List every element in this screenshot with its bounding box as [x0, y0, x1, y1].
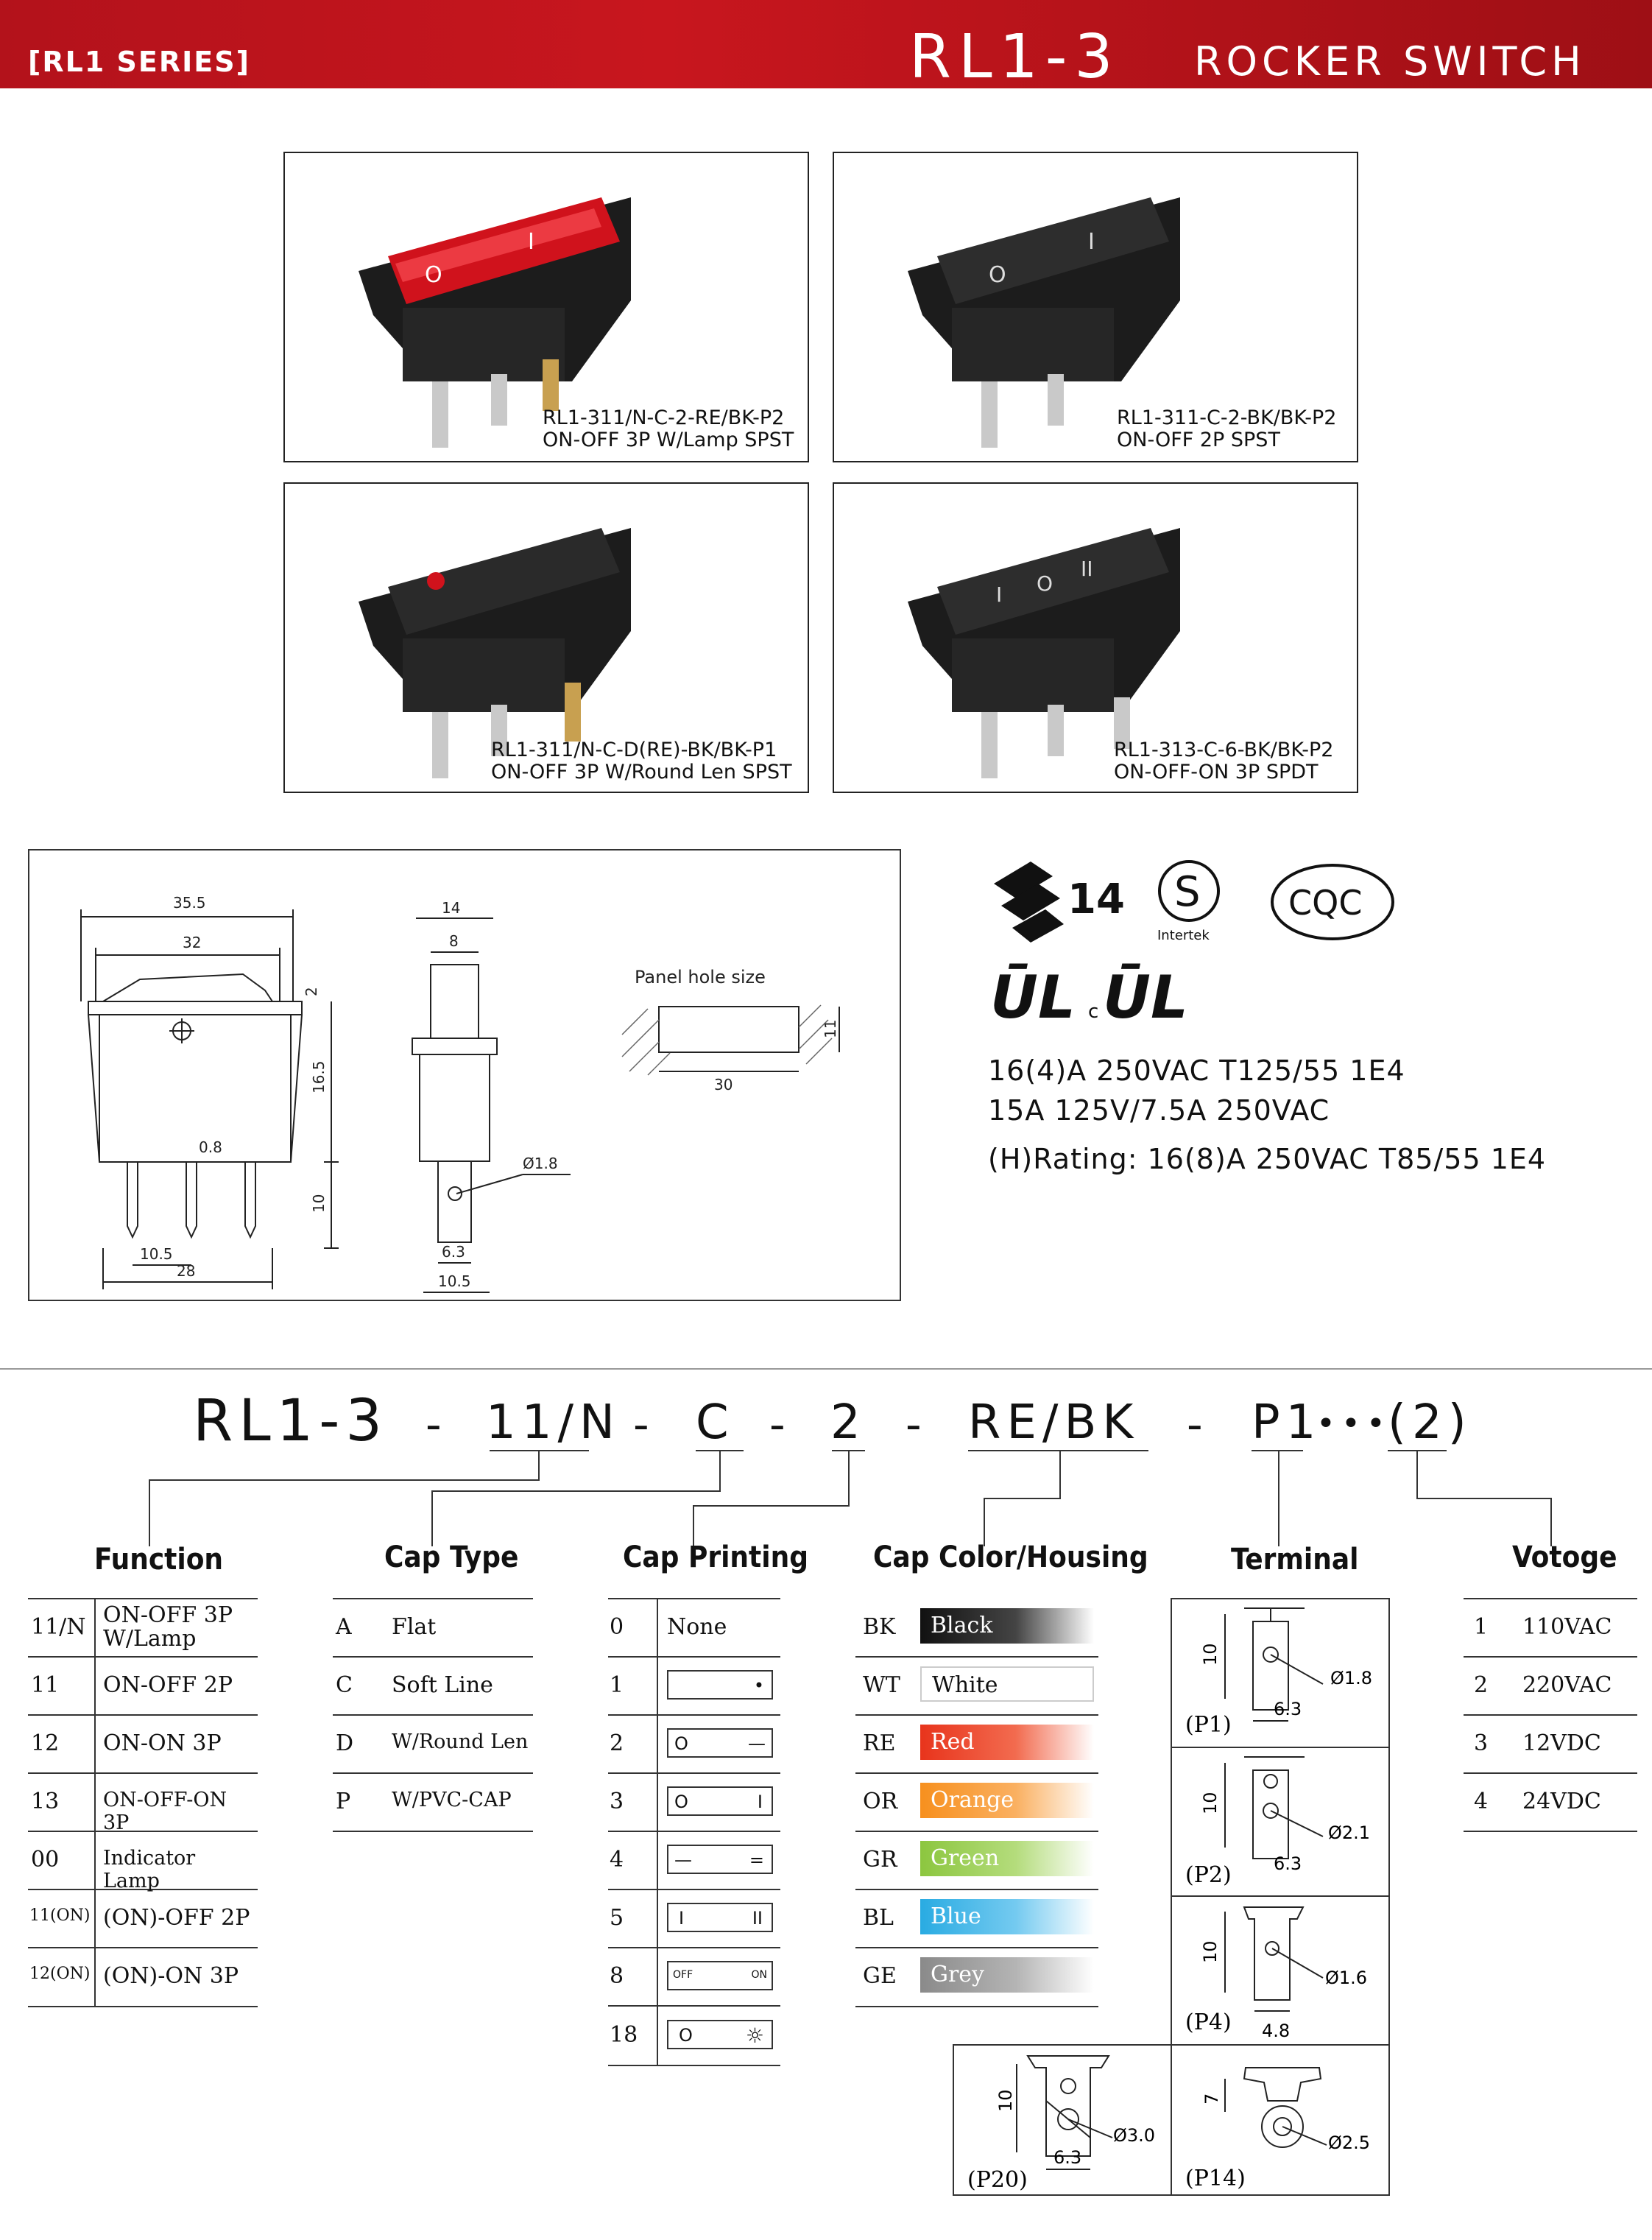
svg-text:(P14): (P14) — [1185, 2166, 1246, 2191]
dim-14: 14 — [442, 899, 461, 917]
function-label-4: ON-OFF-ON 3P — [103, 1789, 227, 1834]
dim-0-8: 0.8 — [199, 1138, 222, 1156]
code-connector-lines — [0, 1443, 1652, 1546]
function-code-2: 11 — [31, 1672, 60, 1698]
function-label-3: ON-ON 3P — [103, 1730, 222, 1756]
code-voltage: (2) — [1388, 1395, 1472, 1450]
color-code-ge: GE — [863, 1963, 897, 1989]
enec-icon — [994, 862, 1125, 943]
code-dash-4: - — [906, 1399, 928, 1451]
cap-type-code-2: C — [336, 1672, 353, 1698]
terminal-p14-drawing — [1172, 2046, 1391, 2197]
svg-text:I: I — [528, 229, 534, 255]
code-cap-printing: 2 — [830, 1395, 866, 1450]
product-3-part: RL1-311/N-C-D(RE)-BK/BK-P1 — [491, 739, 777, 761]
function-label-6: (ON)-OFF 2P — [103, 1905, 250, 1931]
color-swatch-grey: Grey — [920, 1957, 1094, 1993]
color-code-bl: BL — [863, 1905, 894, 1931]
code-terminal: P1 — [1252, 1395, 1322, 1450]
cap-type-label-4: W/PVC-CAP — [392, 1789, 512, 1811]
dim-2: 2 — [303, 987, 320, 996]
dim-35-5: 35.5 — [173, 894, 206, 912]
dimension-drawing — [29, 850, 900, 1300]
cap-printing-heading: Cap Printing — [623, 1540, 808, 1574]
function-code-3: 12 — [31, 1730, 60, 1756]
code-base: RL1-3 — [193, 1388, 389, 1454]
function-code-5: 00 — [31, 1847, 60, 1873]
svg-text:I: I — [996, 582, 1003, 607]
svg-text:Ø1.8: Ø1.8 — [1330, 1668, 1373, 1688]
svg-text:I: I — [1088, 229, 1095, 255]
product-4-desc: ON-OFF-ON 3P SPDT — [1114, 761, 1319, 783]
cap-type-heading: Cap Type — [384, 1540, 519, 1574]
ul-icon — [990, 963, 1188, 1032]
svg-text:6.3: 6.3 — [1274, 1853, 1302, 1874]
dim-dia-1-8: Ø1.8 — [523, 1155, 558, 1172]
voltage-code-2: 2 — [1474, 1672, 1489, 1698]
svg-text:Ø3.0: Ø3.0 — [1113, 2125, 1156, 2146]
code-dash-5: - — [1187, 1399, 1209, 1451]
function-label-5: Indicator Lamp — [103, 1847, 196, 1892]
printing-code-2: 2 — [610, 1730, 624, 1756]
svg-text:10: 10 — [1200, 1940, 1221, 1963]
svg-text:6.3: 6.3 — [1274, 1699, 1302, 1719]
intertek-label: Intertek — [1157, 928, 1210, 943]
color-swatch-white: White — [920, 1666, 1094, 1702]
svg-text:S: S — [1174, 868, 1201, 916]
printing-code-3: 3 — [610, 1789, 624, 1814]
dim-28: 28 — [177, 1262, 196, 1280]
series-label: [RL1 SERIES] — [28, 46, 250, 78]
color-swatch-green: Green — [920, 1841, 1094, 1876]
svg-text:O: O — [1037, 571, 1053, 596]
terminal-p1-drawing — [1172, 1599, 1391, 1750]
cap-type-code-3: D — [336, 1730, 354, 1756]
dim-16-5: 16.5 — [310, 1060, 328, 1093]
terminal-p2-drawing — [1172, 1748, 1391, 1898]
product-2-desc: ON-OFF 2P SPST — [1117, 429, 1280, 451]
terminal-p4-box — [1171, 1895, 1390, 2046]
printing-code-8: 8 — [610, 1963, 624, 1989]
voltage-heading: Votoge — [1512, 1540, 1617, 1574]
certification-logos — [986, 854, 1399, 1038]
printing-symbol-4: — = — [667, 1845, 773, 1874]
voltage-code-1: 1 — [1474, 1614, 1489, 1640]
dim-6-3: 6.3 — [442, 1243, 465, 1261]
color-code-re: RE — [863, 1730, 896, 1756]
function-label-2: ON-OFF 2P — [103, 1672, 233, 1698]
svg-text:O: O — [989, 262, 1006, 288]
svg-text:10: 10 — [995, 2089, 1016, 2112]
svg-text:(P20): (P20) — [967, 2167, 1028, 2193]
voltage-label-1: 110VAC — [1522, 1614, 1612, 1640]
dim-32: 32 — [183, 934, 202, 951]
voltage-table — [1464, 1598, 1637, 1834]
color-swatch-black: Black — [920, 1608, 1094, 1644]
svg-text:7: 7 — [1201, 2093, 1222, 2105]
enec-number: 14 — [1067, 876, 1125, 923]
terminal-p1-box — [1171, 1598, 1390, 1748]
color-code-bk: BK — [863, 1614, 896, 1640]
dim-10-5: 10.5 — [140, 1245, 173, 1263]
printing-symbol-1: • — [667, 1670, 773, 1700]
terminal-p20-box — [953, 2044, 1172, 2196]
printing-code-0: 0 — [610, 1614, 624, 1640]
terminal-p20-drawing — [954, 2046, 1173, 2197]
color-code-gr: GR — [863, 1847, 897, 1873]
terminal-p4-drawing — [1172, 1897, 1391, 2047]
section-divider — [0, 1368, 1652, 1370]
svg-text:Ø2.1: Ø2.1 — [1328, 1822, 1371, 1843]
cap-type-label-2: Soft Line — [392, 1672, 493, 1698]
svg-text:(P2): (P2) — [1185, 1862, 1232, 1888]
dim-8: 8 — [449, 932, 459, 950]
printing-symbol-5: I II — [667, 1903, 773, 1932]
voltage-label-4: 24VDC — [1522, 1789, 1601, 1814]
svg-text:(P1): (P1) — [1185, 1712, 1232, 1738]
cap-type-label-3: W/Round Len — [392, 1730, 529, 1753]
rating-line-2: 15A 125V/7.5A 250VAC — [988, 1094, 1330, 1127]
printing-symbol-8: OFF ON — [667, 1961, 773, 1990]
svg-text:Ø2.5: Ø2.5 — [1328, 2132, 1371, 2153]
function-code-4: 13 — [31, 1789, 60, 1814]
printing-code-1: 1 — [610, 1672, 624, 1698]
color-swatch-blue: Blue — [920, 1899, 1094, 1934]
terminal-p2-box — [1171, 1747, 1390, 1897]
printing-code-4: 4 — [610, 1847, 624, 1873]
cap-color-table — [855, 1598, 1098, 2007]
color-swatch-orange: Orange — [920, 1783, 1094, 1818]
voltage-code-4: 4 — [1474, 1789, 1489, 1814]
dim-10: 10 — [310, 1194, 328, 1213]
function-table — [28, 1598, 258, 2007]
cap-type-label-1: Flat — [392, 1614, 437, 1640]
dim-10-5b: 10.5 — [438, 1272, 471, 1290]
cap-type-table — [333, 1598, 533, 1834]
svg-text:Ø1.6: Ø1.6 — [1325, 1968, 1368, 1988]
dim-11: 11 — [822, 1019, 839, 1038]
function-code-1: 11/N — [31, 1614, 86, 1640]
svg-text:(P4): (P4) — [1185, 2010, 1232, 2035]
terminal-p14-box — [1171, 2044, 1390, 2196]
code-dots: ••• — [1316, 1405, 1391, 1443]
printing-symbol-2: O — — [667, 1728, 773, 1758]
function-label-1: ON-OFF 3P W/Lamp — [103, 1602, 233, 1652]
code-dash-3: - — [769, 1399, 791, 1451]
cap-color-heading: Cap Color/Housing — [873, 1540, 1148, 1574]
svg-text:ŪL: ŪL — [1103, 963, 1188, 1032]
code-dash-2: - — [633, 1399, 655, 1451]
svg-text:ŪL: ŪL — [990, 963, 1076, 1032]
intertek-s-icon — [1157, 862, 1218, 943]
model-title: RL1-3 — [909, 22, 1120, 92]
svg-text:4.8: 4.8 — [1262, 2021, 1291, 2041]
function-heading: Function — [94, 1543, 224, 1577]
product-photo-1 — [283, 152, 809, 462]
code-cap-type: C — [696, 1395, 735, 1450]
printing-code-5: 5 — [610, 1905, 624, 1931]
rating-line-1: 16(4)A 250VAC T125/55 1E4 — [988, 1054, 1405, 1087]
svg-text:II: II — [1081, 557, 1093, 581]
product-photo-2 — [833, 152, 1358, 462]
printing-symbol-18: O ☼ — [667, 2020, 773, 2049]
cap-type-code-1: A — [336, 1614, 352, 1640]
cap-type-code-4: P — [336, 1789, 351, 1814]
product-3-desc: ON-OFF 3P W/Round Len SPST — [491, 761, 792, 783]
product-1-part: RL1-311/N-C-2-RE/BK-P2 — [543, 406, 785, 429]
voltage-label-3: 12VDC — [1522, 1730, 1601, 1756]
code-function: 11/N — [486, 1395, 621, 1450]
color-code-or: OR — [863, 1789, 898, 1814]
terminal-heading: Terminal — [1231, 1543, 1359, 1577]
product-2-part: RL1-311-C-2-BK/BK-P2 — [1117, 406, 1337, 429]
product-photo-4 — [833, 482, 1358, 793]
svg-text:10: 10 — [1200, 1643, 1221, 1666]
printing-code-18: 18 — [610, 2022, 638, 2048]
panel-hole-label: Panel hole size — [635, 967, 766, 987]
cap-printing-table — [608, 1598, 780, 2066]
dimension-drawing-box — [28, 849, 901, 1301]
svg-text:10: 10 — [1200, 1792, 1221, 1814]
color-swatch-red: Red — [920, 1725, 1094, 1760]
cqc-label: CQC — [1288, 883, 1363, 923]
product-title: ROCKER SWITCH — [1194, 38, 1586, 85]
function-label-7: (ON)-ON 3P — [103, 1963, 239, 1989]
rating-line-3: (H)Rating: 16(8)A 250VAC T85/55 1E4 — [988, 1143, 1547, 1175]
code-color: RE/BK — [968, 1395, 1140, 1450]
printing-label-none: None — [667, 1614, 727, 1640]
svg-text:O: O — [425, 262, 442, 288]
color-code-wt: WT — [863, 1672, 900, 1698]
function-code-7: 12(ON) — [29, 1965, 91, 1983]
voltage-code-3: 3 — [1474, 1730, 1489, 1756]
voltage-label-2: 220VAC — [1522, 1672, 1612, 1698]
code-dash-1: - — [426, 1399, 448, 1451]
svg-text:6.3: 6.3 — [1053, 2147, 1082, 2168]
function-code-6: 11(ON) — [29, 1906, 91, 1925]
product-photo-3 — [283, 482, 809, 793]
product-4-part: RL1-313-C-6-BK/BK-P2 — [1114, 739, 1334, 761]
product-1-desc: ON-OFF 3P W/Lamp SPST — [543, 429, 794, 451]
dim-30: 30 — [714, 1076, 733, 1093]
cqc-icon — [1272, 865, 1393, 939]
cul-c-mark: c — [1088, 1001, 1099, 1023]
printing-symbol-3: O I — [667, 1786, 773, 1816]
